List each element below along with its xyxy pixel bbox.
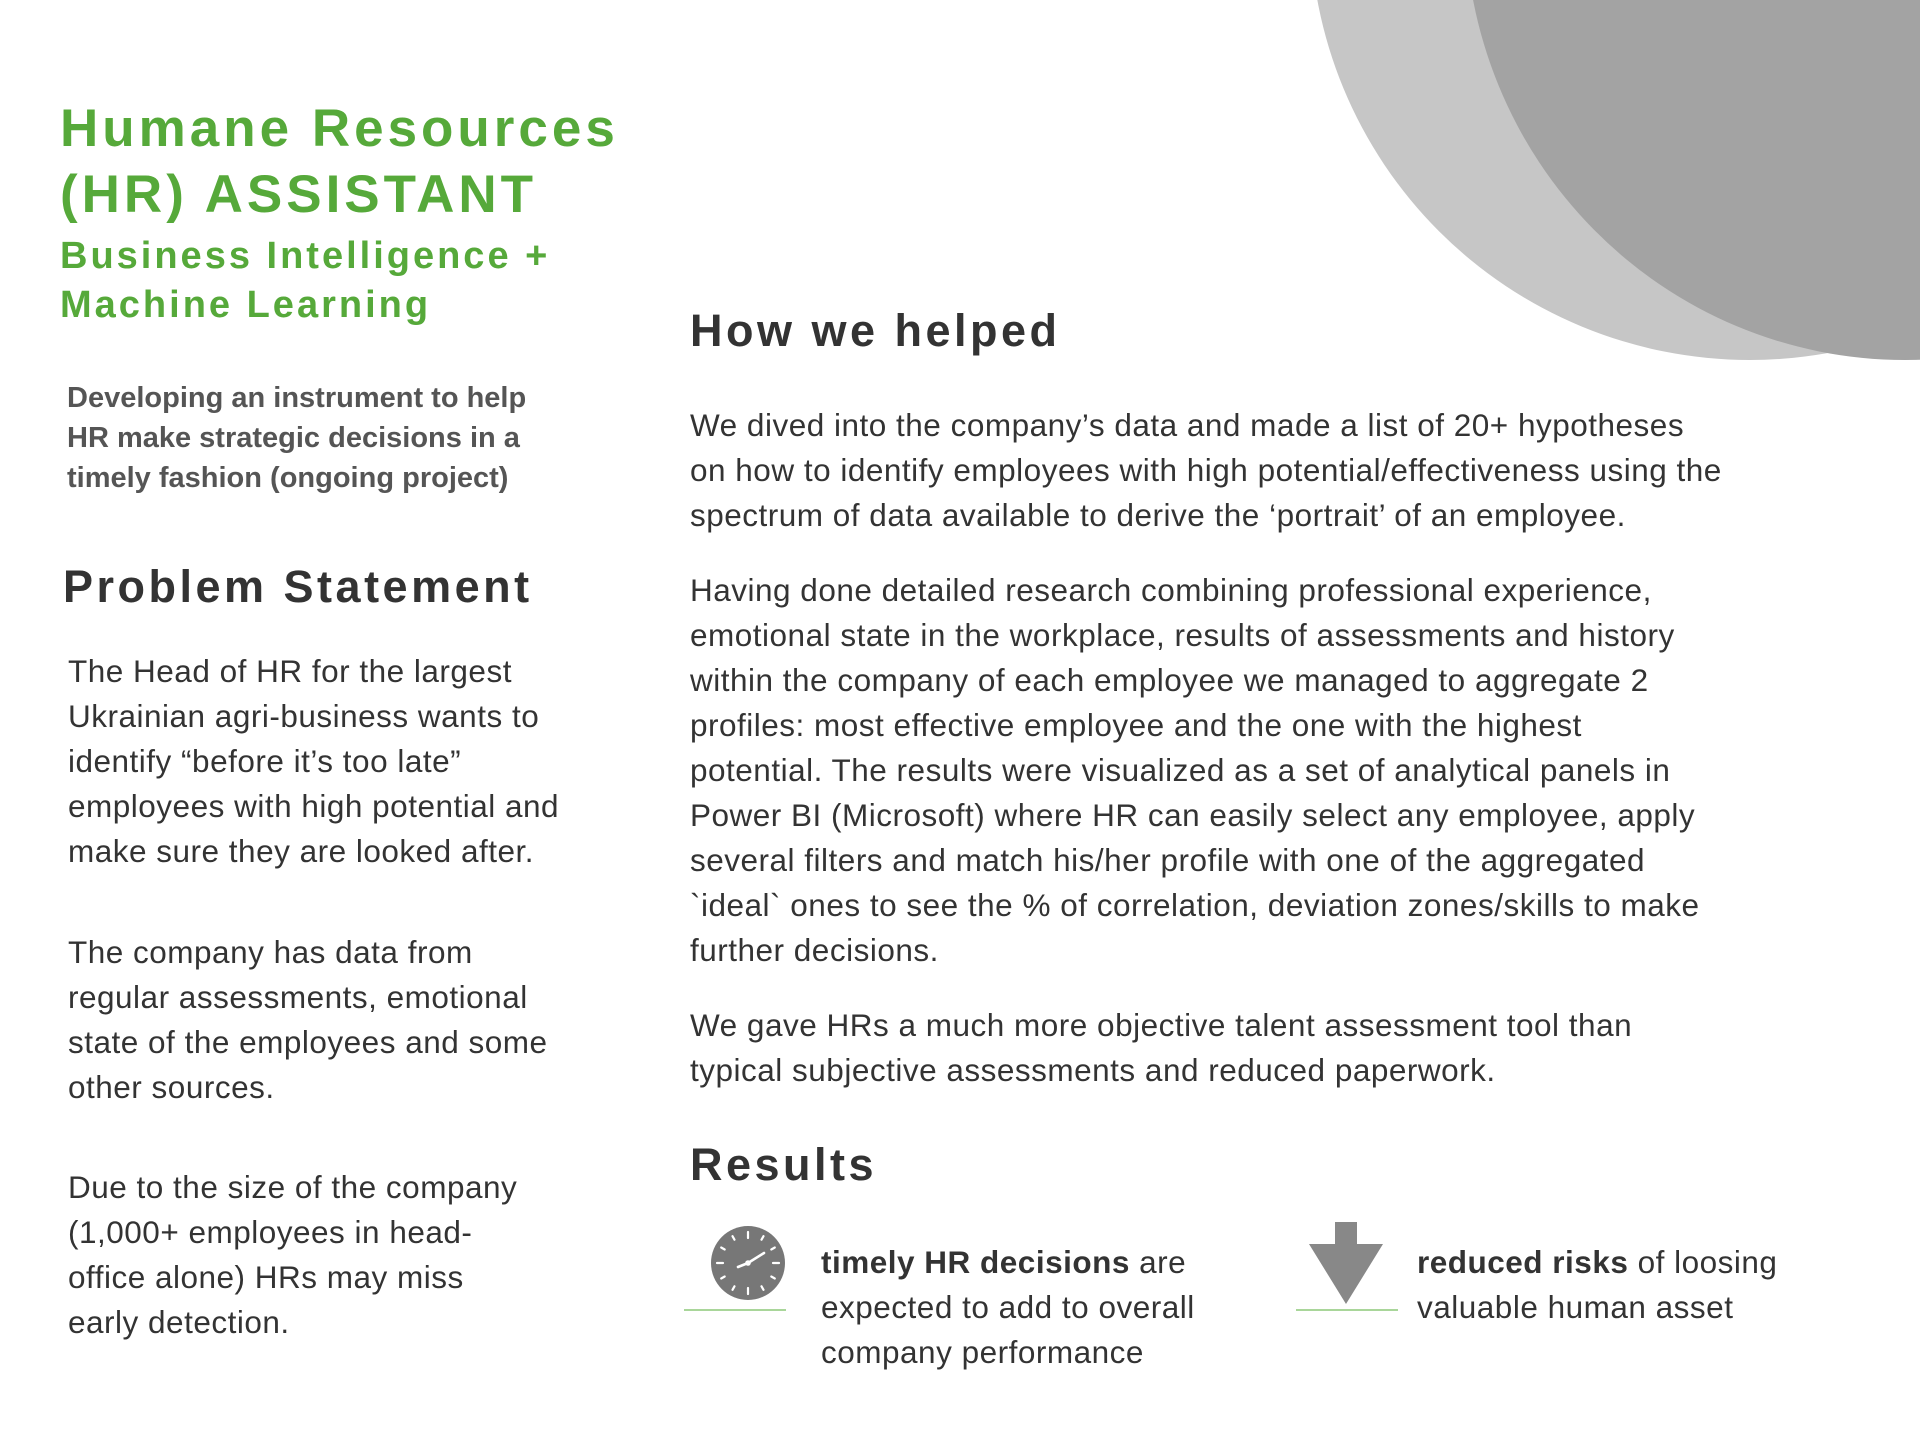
subtitle-line-2: Machine Learning [60,284,432,326]
subtitle-line-1: Business Intelligence + [60,235,551,277]
problem-paragraph-1: The Head of HR for the largest Ukrainian agri-business wants to identify “before it’s too late” employees with high potential and make sure they are looked after. [68,653,560,869]
results-heading: Results [690,1139,878,1190]
title-line-1: Humane Resources [60,99,619,158]
result-item-reduced-risks: reduced risks of loosing valuable human asset [1417,1244,1778,1325]
problem-statement-heading: Problem Statement [63,561,533,612]
helped-paragraph-2: Having done detailed research combining professional experience, emotional state in the workplace, results of assessments and history within the company of each employee we managed to aggregate 2 profiles: most effective employee and the one with the highest potential. The results were visualized as a set of analytical panels in Power BI (Microsoft) where HR can easily select any employee, apply several filters and match his/her profile with one of the aggregated `ideal` ones to see the % of correlation, deviation zones/skills to make further decisions. [690,572,1700,968]
result-divider-2 [1296,1309,1398,1311]
how-we-helped-heading: How we helped [690,305,1061,356]
clock-icon [710,1225,786,1301]
helped-paragraph-1: We dived into the company’s data and made a list of 20+ hypotheses on how to identify employees with high potential/effectiveness using the spectrum of data available to derive the ‘portrait’ of an employee. [690,407,1722,533]
page-subtitle [60,232,550,330]
page-title [60,96,619,228]
result-item-timely-decisions: timely HR decisions are expected to add to overall company performance [821,1244,1195,1370]
title-line-2: (HR) ASSISTANT [60,165,538,224]
arrow-down-icon [1309,1222,1383,1304]
problem-paragraph-3: Due to the size of the company (1,000+ employees in head- office alone) HRs may miss early detection. [68,1169,518,1340]
problem-paragraph-2: The company has data from regular assessments, emotional state of the employees and some other sources. [68,934,548,1105]
intro-text: Developing an instrument to help HR make strategic decisions in a timely fashion (ongoing project) [67,382,527,494]
result-divider-1 [684,1309,786,1311]
helped-paragraph-3: We gave HRs a much more objective talent assessment tool than typical subjective assessments and reduced paperwork. [690,1007,1633,1088]
